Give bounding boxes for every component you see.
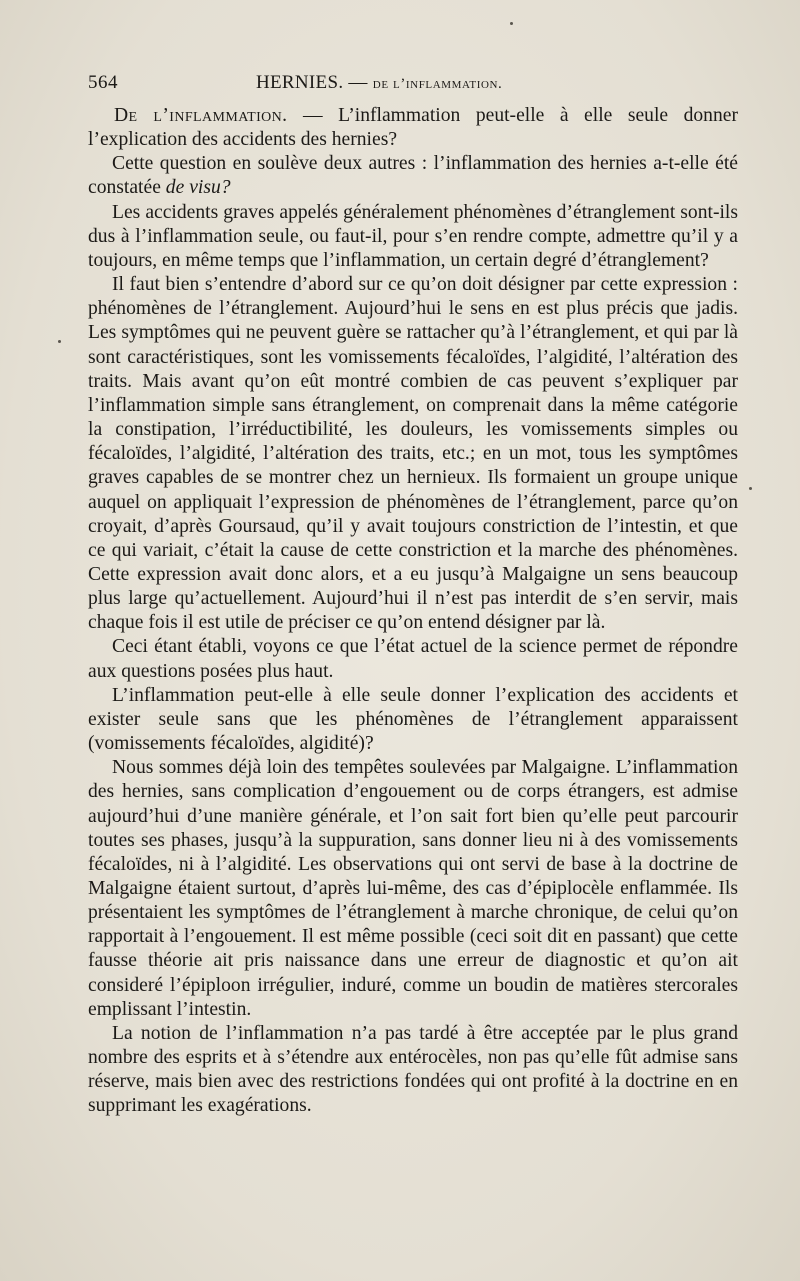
paper-speck [510,22,513,25]
running-title [256,72,502,94]
paragraph-4: Il faut bien s’entendre d’abord sur ce qu’on doit désigner par cette expression : phénomènes de l’étranglement. Aujourd’hui le sens en est plus précis que jadis. Les symptômes qui ne peuvent guère se rattacher qu’à l’étranglement, et qui par là sont caractéristiques, sont les vomissements fécaloïdes, l’algidité, l’altération des traits. Mais avant qu’on eût montré combien de cas peuvent s’expliquer par l’inflammation simple sans étranglement, on comprenait dans la même catégorie la constipation, l’irréductibilité, les douleurs, les vomissements simples ou fécaloïdes, l’algidité, l’altération des traits, etc.; en un mot, tous les symptômes graves capables de se montrer chez un hernieux. Ils formaient un groupe unique auquel on appliquait l’expression de phénomènes de l’étranglement, parce qu’on croyait, d’après Goursaud, qu’il y avait toujours constriction de l’intestin, et que ce qui variait, c’était la cause de cette constriction et la marche des phénomènes. Cette expression avait donc alors, et a eu jusqu’à Malgaigne un sens beaucoup plus large qu’actuellement. Aujourd’hui il n’est pas interdit de s’en servir, mais chaque fois il est utile de préciser ce qu’on entend désigner par là. [88,274,738,634]
paper-speck [58,340,61,343]
paragraph-7: Nous sommes déjà loin des tempêtes soulevées par Malgaigne. L’inflammation des hernies, sans complication d’engouement ou de corps étrangers, est admise aujourd’hui d’une manière générale, et l’on sait fort bien qu’elle peut parcourir toutes ses phases, jusqu’à la suppuration, sans donner lieu ni à des vomissements fécaloïdes, ni à l’algidité. Les observations qui ont servi de base à la doctrine de Malgaigne étaient surtout, d’après lui-même, des cas d’épiplocèle enflammée. Ils présentaient les symptômes de l’étranglement à marche chronique, de celui qu’on rapportait à l’engouement. Il est même possible (ceci soit dit en passant) que cette fausse théorie ait pris naissance dans une erreur de diagnostic et qu’on ait consideré l’épiploon irrégulier, induré, comme un boudin de matières stercorales emplissant l’intestin. [88,757,738,1020]
italic-text: de visu? [165,177,231,199]
body-text [88,104,738,1119]
paragraph-1 [88,104,738,152]
section-heading: De l’inflammation. [114,105,288,126]
paragraph-2 [88,152,738,200]
paragraph-6: L’inflammation peut-elle à elle seule donner l’explication des accidents et exister seule sans que les phénomènes de l’étranglement apparaissent (vomissements fécaloïdes, algidité)? [88,684,738,755]
paragraph-text: Cette question en soulève deux autres : l’inflammation des hernies a-t-elle été constatée [88,153,738,199]
paragraph-5: Ceci étant établi, voyons ce que l’état actuel de la science permet de répondre aux questions posées plus haut. [88,636,738,682]
running-title-separator: — [343,72,373,93]
running-header [88,72,738,100]
running-title-main: HERNIES. [256,72,344,93]
page-number: 564 [88,72,118,93]
paragraph-8: La notion de l’inflammation n’a pas tardé à être acceptée par le plus grand nombre des esprits et à s’étendre aux entérocèles, non pas qu’elle fût admise sans réserve, mais bien avec des restrictions fondées qui ont profité à la doctrine en en supprimant les exagérations. [88,1022,738,1117]
paragraph-text: — L’inflammation peut-elle à elle seule donner l’explication des accidents des hernies? [88,105,738,151]
paper-speck [749,487,752,490]
paragraph-3: Les accidents graves appelés généralement phénomènes d’étranglement sont-ils dus à l’inflammation seule, ou faut-il, pour s’en rendre compte, admettre qu’il y a toujours, en même temps que l’inflammation, un certain degré d’étranglement? [88,201,738,271]
running-title-section: de l’inflammation. [372,76,503,92]
